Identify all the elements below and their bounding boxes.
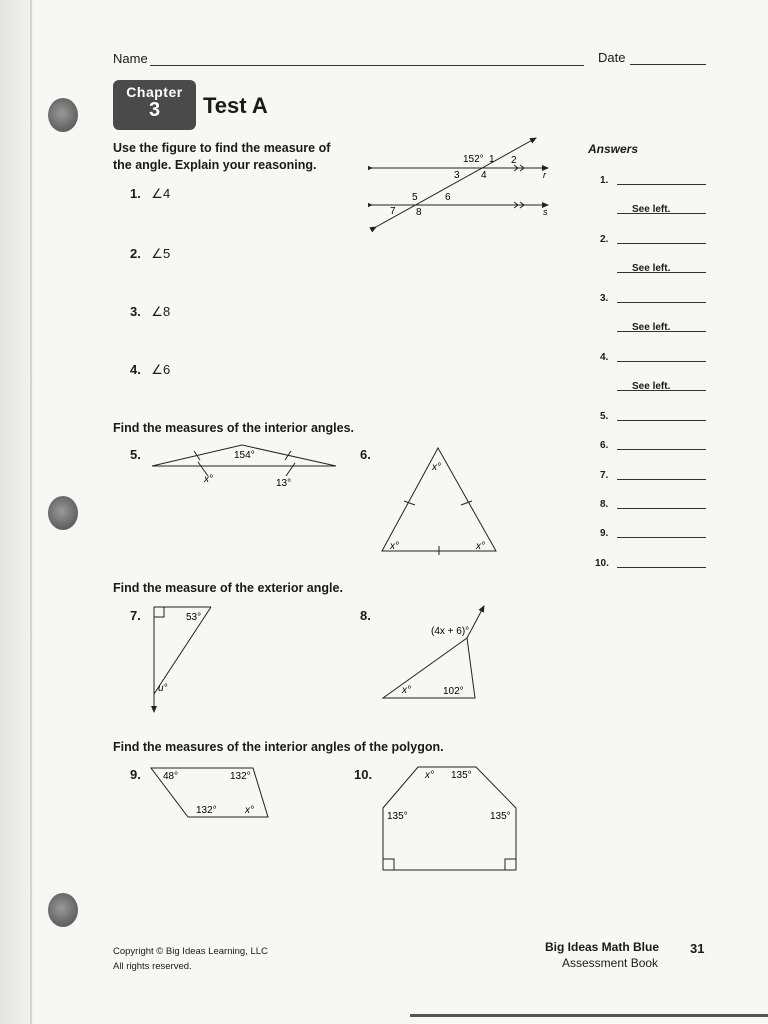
hexagon-figure [378, 762, 523, 874]
question-2 [130, 245, 170, 263]
tick-q6-left [404, 501, 415, 505]
binder-hole-bottom [48, 893, 78, 927]
answer-number-9: 9. [600, 528, 609, 539]
line-s-label: s [543, 207, 548, 217]
right-triangle-figure [145, 602, 220, 717]
see-left-1: See left. [632, 204, 671, 215]
label-x-left: x° [390, 541, 399, 552]
extended-side-q8 [467, 606, 484, 638]
label-135-right: 135° [490, 811, 511, 822]
angle-num-7: 7 [390, 206, 396, 217]
rights-text: All rights reserved. [113, 961, 192, 972]
answer-field-4[interactable] [617, 361, 706, 362]
angle-num-5: 5 [412, 192, 418, 203]
question-1-angle: ∠4 [151, 186, 171, 201]
equilateral-triangle-figure [378, 443, 503, 555]
obtuse-triangle-figure [148, 440, 343, 492]
question-2-number: 2. [130, 246, 141, 261]
label-x-q9: x° [245, 805, 254, 816]
question-1-number: 1. [130, 186, 141, 201]
section4-instruction: Find the measures of the interior angles of the polygon. [113, 740, 444, 754]
question-4-number: 4. [130, 362, 141, 377]
tick-q6-right [461, 501, 472, 505]
question-3-number: 3. [130, 304, 141, 319]
question-3 [130, 303, 170, 321]
question-6-number: 6. [360, 447, 371, 462]
label-x-q5: x° [204, 474, 213, 485]
question-4-angle: ∠6 [151, 362, 171, 377]
question-3-angle: ∠8 [151, 304, 171, 319]
chapter-number: 3 [148, 99, 161, 121]
name-label: Name [113, 51, 148, 66]
date-field-line[interactable] [630, 64, 706, 65]
date-label: Date [598, 50, 626, 65]
answer-number-2: 2. [600, 234, 609, 245]
page-number: 31 [690, 941, 705, 956]
label-102: 102° [443, 686, 464, 697]
right-angle-right-q10 [505, 859, 516, 870]
angle-num-4: 4 [481, 170, 487, 181]
label-x-top: x° [432, 462, 441, 473]
angle-num-3: 3 [454, 170, 460, 181]
angle-num-6: 6 [445, 192, 451, 203]
answer-field-6[interactable] [617, 449, 706, 450]
answer-number-5: 5. [600, 411, 609, 422]
question-2-angle: ∠5 [151, 246, 171, 261]
see-left-line-4 [617, 390, 706, 391]
chapter-badge [113, 80, 196, 130]
book-title: Big Ideas Math Blue [545, 940, 660, 954]
section1-instruction-line1: Use the figure to find the measure of [113, 141, 331, 155]
angle-num-8: 8 [416, 207, 422, 218]
see-left-line-2 [617, 272, 706, 273]
answer-field-10[interactable] [617, 567, 706, 568]
question-8-number: 8. [360, 608, 371, 623]
section3-instruction: Find the measure of the exterior angle. [113, 581, 343, 595]
margin-line [30, 0, 32, 1024]
see-left-4: See left. [632, 381, 671, 392]
answer-number-8: 8. [600, 499, 609, 510]
page-edge-shadow [0, 0, 34, 1024]
answer-number-3: 3. [600, 293, 609, 304]
book-subtitle: Assessment Book [562, 956, 659, 970]
label-4x6: (4x + 6)° [431, 626, 470, 637]
angle-num-1: 1 [489, 154, 495, 165]
label-48: 48° [163, 771, 179, 782]
transversal [376, 138, 536, 227]
question-10-number: 10. [354, 767, 373, 782]
triangle-q7-hyp [154, 607, 211, 694]
label-u: u° [158, 683, 168, 694]
answer-field-7[interactable] [617, 479, 706, 480]
answers-heading: Answers [588, 142, 639, 156]
see-left-line-1 [617, 213, 706, 214]
label-x-q8: x° [402, 685, 411, 696]
right-angle-mark-q7 [154, 607, 164, 617]
label-132-bottom: 132° [196, 805, 217, 816]
angle-152: 152° [463, 154, 484, 165]
see-left-3: See left. [632, 322, 671, 333]
label-135-top: 135° [451, 770, 472, 781]
parallel-lines-figure [368, 132, 558, 232]
section2-instruction: Find the measures of the interior angles. [113, 421, 355, 435]
question-7-number: 7. [130, 608, 141, 623]
label-132-top: 132° [230, 771, 251, 782]
chapter-word: Chapter [126, 84, 183, 100]
answer-field-1[interactable] [617, 184, 706, 185]
answer-number-10: 10. [595, 558, 609, 569]
answer-field-2[interactable] [617, 243, 706, 244]
answer-number-4: 4. [600, 352, 609, 363]
section1-instruction-line2: the angle. Explain your reasoning. [113, 158, 317, 172]
angle-num-2: 2 [511, 155, 517, 166]
copyright-text: Copyright © Big Ideas Learning, LLC [113, 946, 268, 957]
question-4 [130, 361, 170, 379]
answer-field-9[interactable] [617, 537, 706, 538]
pointer-13 [286, 463, 295, 476]
line-r-label: r [543, 170, 546, 180]
label-53: 53° [186, 612, 202, 623]
label-13: 13° [276, 478, 292, 489]
answer-field-8[interactable] [617, 508, 706, 509]
question-5-number: 5. [130, 447, 141, 462]
parallelogram-figure [148, 764, 273, 822]
label-x-right: x° [476, 541, 485, 552]
answer-field-5[interactable] [617, 420, 706, 421]
question-1 [130, 185, 170, 203]
binder-hole-top [48, 98, 78, 132]
right-angle-left-q10 [383, 859, 394, 870]
label-135-left: 135° [387, 811, 408, 822]
label-154: 154° [234, 450, 255, 461]
answer-number-6: 6. [600, 440, 609, 451]
label-x-q10: x° [425, 770, 434, 781]
name-field-line[interactable] [150, 65, 584, 66]
see-left-2: See left. [632, 263, 671, 274]
answer-number-7: 7. [600, 470, 609, 481]
binder-hole-middle [48, 496, 78, 530]
exterior-angle-figure [375, 600, 500, 708]
bottom-edge-bar [410, 1014, 768, 1017]
answer-number-1: 1. [600, 175, 609, 186]
answer-field-3[interactable] [617, 302, 706, 303]
see-left-line-3 [617, 331, 706, 332]
question-9-number: 9. [130, 767, 141, 782]
test-title: Test A [203, 93, 268, 118]
